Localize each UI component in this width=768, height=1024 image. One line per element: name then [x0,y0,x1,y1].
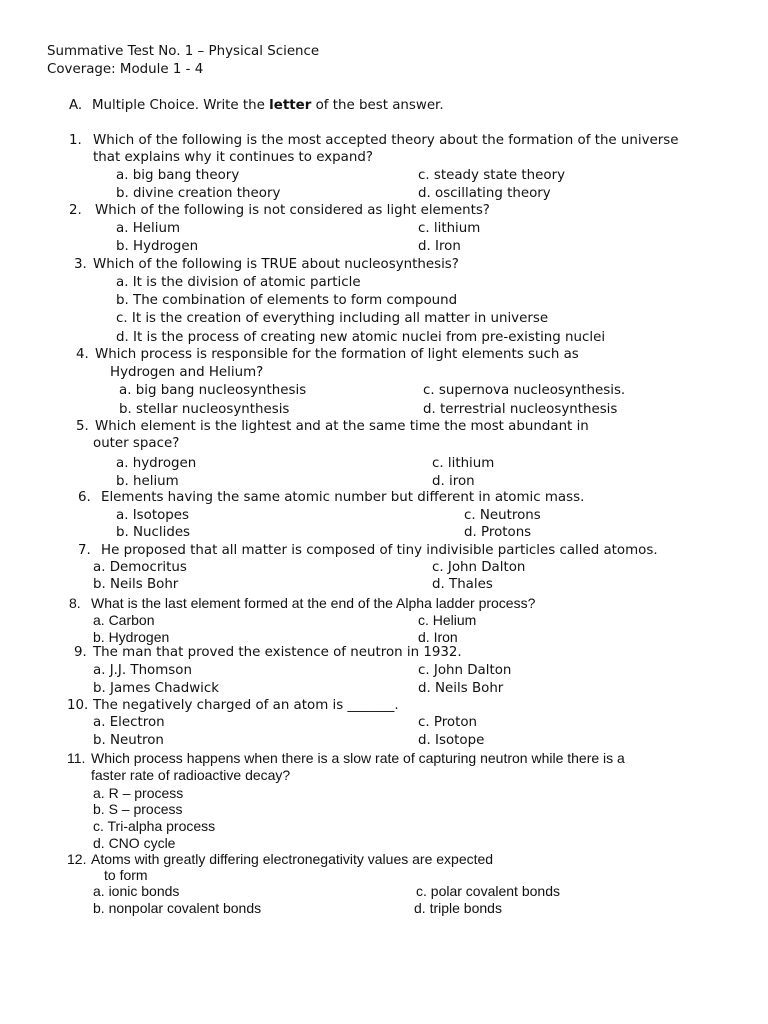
choice-a: a. Isotopes [116,508,189,523]
question-text: Elements having the same atomic number but different in atomic mass. [101,490,585,505]
choice-a: a. Electron [93,715,165,730]
choice-b: b. James Chadwick [93,681,220,696]
choice-b: b. helium [116,474,179,489]
question-text: What is the last element formed at the end of the Alpha ladder process? [91,595,536,611]
question-number: 5. [76,419,89,434]
question-text: Which of the following is not considered as light elements? [95,203,490,218]
choice-a: a. ionic bonds [93,883,180,899]
choice-c: c. Proton [418,715,478,730]
choice-c: c. Helium [418,612,477,628]
choice-c: c. lithium [418,221,481,236]
choice-c: c. Tri-alpha process [93,818,216,834]
choice-b: b. Neutron [93,733,164,748]
question-number: 3. [74,257,87,272]
question-text: Which process happens when there is a slow rate of capturing neutron while there is a [91,750,625,766]
coverage-line: Coverage: Module 1 - 4 [47,62,204,77]
question-number: 4. [76,347,89,362]
choice-d: d. Iron [418,629,458,645]
question-number: 2. [69,203,82,218]
question-text: The negatively charged of an atom is _______. [93,698,399,713]
question-text: The man that proved the existence of neutron in 1932. [93,645,462,660]
question-number: 6. [78,490,91,505]
choice-a: a. Carbon [93,612,155,628]
choice-a: a. Helium [116,221,180,236]
question-text: Which of the following is TRUE about nucleosynthesis? [93,257,459,272]
choice-c: c. It is the creation of everything including all matter in universe [116,311,549,326]
question-text: Atoms with greatly differing electronegativity values are expected [91,851,494,867]
choice-a: a. Democritus [93,560,187,575]
choice-d: d. Isotope [418,733,485,748]
choice-d: d. Neils Bohr [418,681,504,696]
choice-d: d. iron [432,474,475,489]
instruction-emphasis: letter [269,98,312,113]
question-text: Hydrogen and Helium? [110,365,264,380]
question-number: 10. [67,698,89,713]
choice-c: c. John Dalton [418,663,512,678]
question-text: Which element is the lightest and at the same time the most abundant in [95,419,589,434]
question-number: 8. [69,595,81,611]
choice-a: a. big bang nucleosynthesis [119,383,307,398]
choice-b: b. stellar nucleosynthesis [119,402,290,417]
choice-b: b. Nuclides [116,525,191,540]
choice-b: b. nonpolar covalent bonds [93,900,262,916]
choice-c: c. John Dalton [432,560,526,575]
choice-a: a. It is the division of atomic particle [116,275,361,290]
choice-c: c. Neutrons [464,508,541,523]
choice-b: b. Hydrogen [93,629,170,645]
question-text: faster rate of radioactive decay? [91,767,291,783]
choice-d: d. It is the process of creating new atomic nuclei from pre-existing nuclei [116,330,606,345]
choice-d: d. Thales [432,577,493,592]
choice-a: a. hydrogen [116,456,197,471]
choice-c: c. steady state theory [418,168,566,183]
choice-d: d. Iron [418,239,461,254]
choice-b: b. Neils Bohr [93,577,179,592]
question-text: to form [104,867,148,883]
question-number: 9. [74,645,87,660]
choice-b: b. divine creation theory [116,186,281,201]
choice-c: c. polar covalent bonds [416,883,560,899]
question-text: Which of the following is the most accepted theory about the formation of the universe [93,133,679,148]
question-number: 12. [67,851,87,867]
question-number: 7. [78,543,91,558]
question-text: He proposed that all matter is composed of tiny indivisible particles called atomos. [101,543,658,558]
question-number: 1. [69,133,82,148]
choice-d: d. oscillating theory [418,186,551,201]
choice-d: d. CNO cycle [93,835,176,851]
test-title: Summative Test No. 1 – Physical Science [47,44,320,59]
question-text: Which process is responsible for the formation of light elements such as [95,347,579,362]
choice-b: b. The combination of elements to form compound [116,293,458,308]
choice-d: d. Protons [464,525,532,540]
choice-b: b. S – process [93,801,183,817]
section-a-label: A. [69,98,83,113]
question-text: outer space? [93,436,180,451]
choice-c: c. supernova nucleosynthesis. [423,383,626,398]
choice-a: a. big bang theory [116,168,240,183]
choice-d: d. triple bonds [414,900,502,916]
choice-c: c. lithium [432,456,495,471]
choice-a: a. R – process [93,785,184,801]
section-a-instruction: Multiple Choice. Write the letter of the best answer. [92,98,444,113]
choice-d: d. terrestrial nucleosynthesis [423,402,618,417]
choice-b: b. Hydrogen [116,239,199,254]
choice-a: a. J.J. Thomson [93,663,192,678]
question-number: 11. [67,750,86,766]
question-text: that explains why it continues to expand? [93,150,373,165]
